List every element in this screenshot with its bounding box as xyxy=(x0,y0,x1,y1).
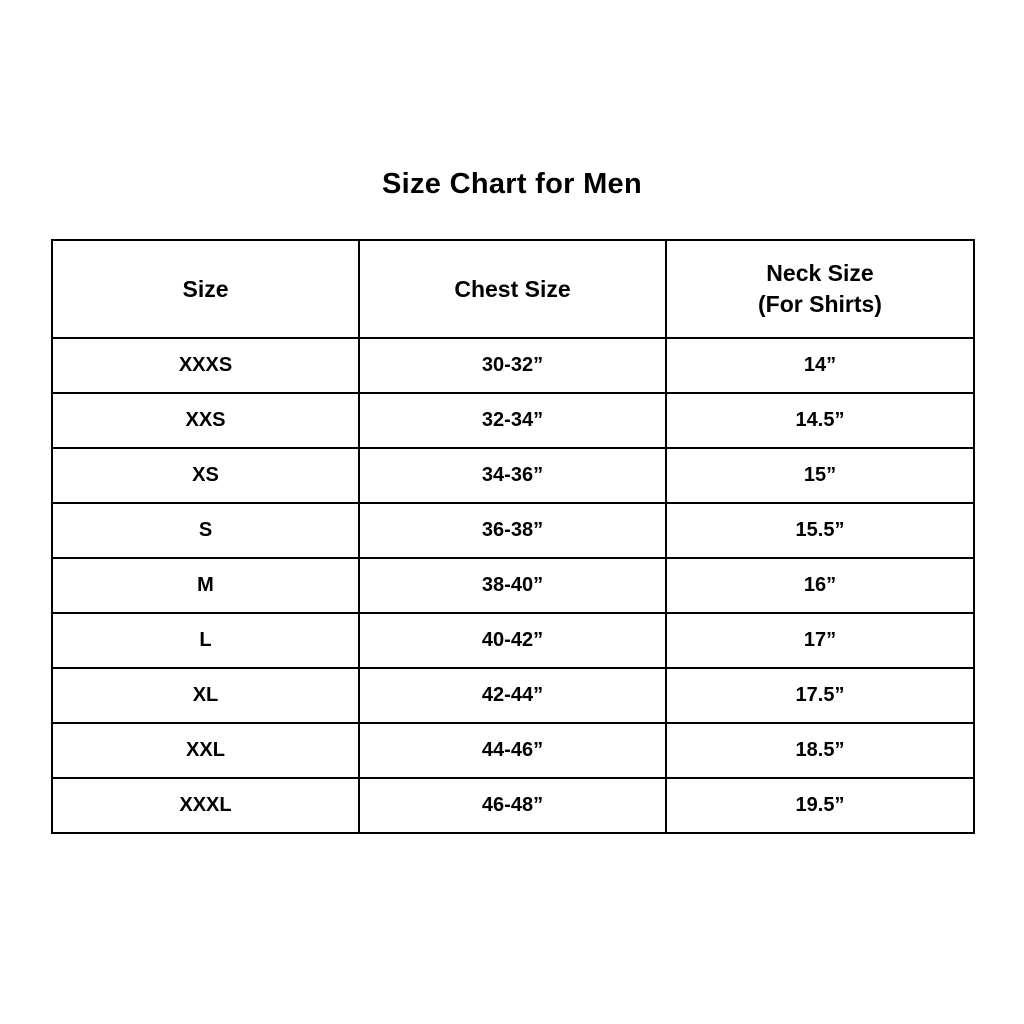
column-header-chest-label: Chest Size xyxy=(454,275,571,302)
table-row xyxy=(52,393,974,448)
cell-chest: 42-44” xyxy=(359,668,666,723)
cell-chest: 46-48” xyxy=(359,778,666,833)
column-header-size-label: Size xyxy=(182,275,229,302)
cell-size: S xyxy=(52,503,359,558)
cell-chest: 44-46” xyxy=(359,723,666,778)
cell-chest: 36-38” xyxy=(359,503,666,558)
column-header-neck xyxy=(666,240,974,338)
cell-size: XL xyxy=(52,668,359,723)
cell-size: M xyxy=(52,558,359,613)
cell-chest: 38-40” xyxy=(359,558,666,613)
size-chart-table xyxy=(51,239,975,834)
cell-size: XS xyxy=(52,448,359,503)
cell-size: XXS xyxy=(52,393,359,448)
cell-neck: 15.5” xyxy=(666,503,974,558)
cell-chest: 32-34” xyxy=(359,393,666,448)
cell-neck: 17.5” xyxy=(666,668,974,723)
cell-neck: 14” xyxy=(666,338,974,393)
table-header-row xyxy=(52,240,974,338)
table-body xyxy=(52,338,974,833)
column-header-neck-sublabel: (For Shirts) xyxy=(758,291,882,317)
table-row xyxy=(52,448,974,503)
cell-size: XXL xyxy=(52,723,359,778)
column-header-chest xyxy=(359,240,666,338)
table-header xyxy=(52,240,974,338)
cell-neck: 18.5” xyxy=(666,723,974,778)
cell-neck: 19.5” xyxy=(666,778,974,833)
table-row xyxy=(52,778,974,833)
column-header-neck-label: Neck Size xyxy=(766,260,874,286)
cell-neck: 14.5” xyxy=(666,393,974,448)
table-row xyxy=(52,613,974,668)
table-row xyxy=(52,723,974,778)
table-row xyxy=(52,558,974,613)
cell-chest: 30-32” xyxy=(359,338,666,393)
table-row xyxy=(52,338,974,393)
cell-chest: 34-36” xyxy=(359,448,666,503)
cell-size: L xyxy=(52,613,359,668)
cell-size: XXXS xyxy=(52,338,359,393)
table-row xyxy=(52,503,974,558)
table-row xyxy=(52,668,974,723)
column-header-size xyxy=(52,240,359,338)
cell-neck: 16” xyxy=(666,558,974,613)
cell-neck: 15” xyxy=(666,448,974,503)
cell-neck: 17” xyxy=(666,613,974,668)
page-title: Size Chart for Men xyxy=(382,168,642,200)
cell-chest: 40-42” xyxy=(359,613,666,668)
cell-size: XXXL xyxy=(52,778,359,833)
